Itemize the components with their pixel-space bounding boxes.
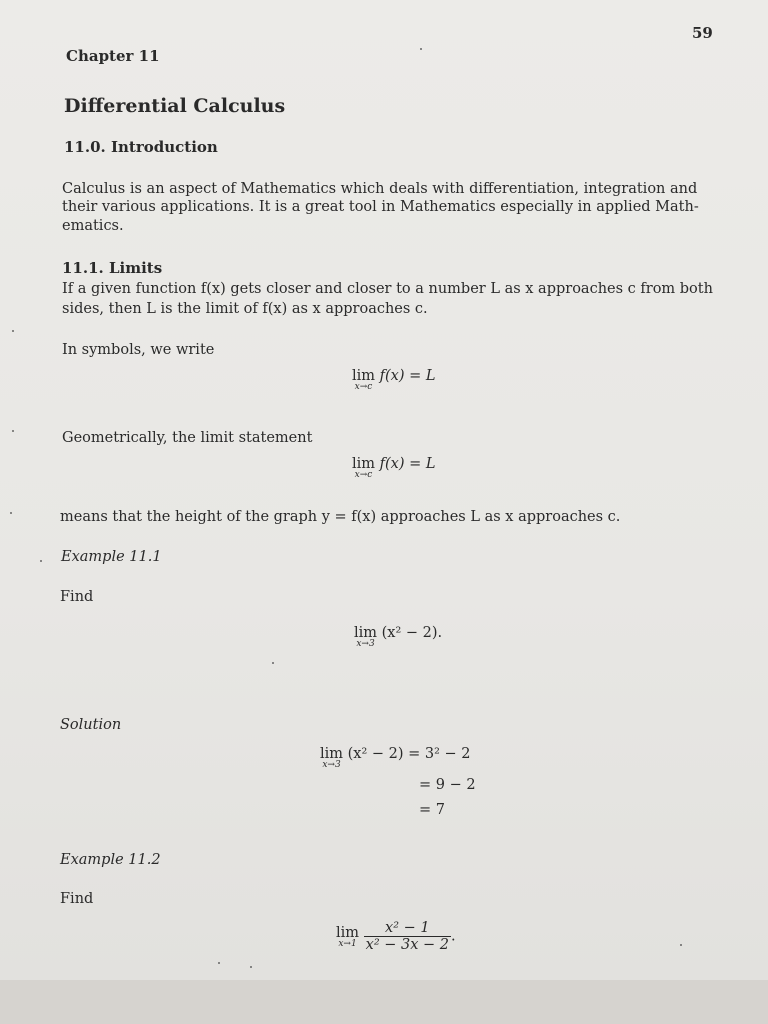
- limit-formula-1: [352, 368, 436, 392]
- means-text: means that the height of the graph y = f(x) approaches L as x approaches c.: [60, 509, 621, 525]
- solution-line-1: [320, 746, 471, 770]
- scan-speck: [272, 662, 274, 664]
- intro-line-2: their various applications. It is a great tool in Mathematics especially in applied Math-: [62, 199, 699, 215]
- example-2-label: Example 11.2: [60, 852, 161, 868]
- formula-body: f(x) = L: [379, 456, 436, 472]
- example-2-find: Find: [60, 891, 94, 907]
- lim-subscript: x→3: [356, 639, 375, 649]
- example-1-formula: [354, 625, 442, 649]
- example-1-find: Find: [60, 589, 94, 605]
- page-number: 59: [692, 24, 713, 42]
- scan-speck: [218, 962, 220, 964]
- formula-body: (x² − 2).: [381, 625, 443, 641]
- page-title: Differential Calculus: [64, 95, 286, 117]
- scan-speck: [12, 330, 14, 332]
- lim-subscript: x→c: [354, 382, 373, 392]
- lim-word: lim: [336, 924, 360, 941]
- chapter-label: Chapter 11: [66, 47, 160, 65]
- formula-period: .: [451, 928, 456, 945]
- lim-subscript: x→c: [354, 470, 373, 480]
- example-1-label: Example 11.1: [61, 549, 162, 565]
- lim-subscript: x→3: [322, 760, 341, 770]
- formula-body: f(x) = L: [379, 368, 436, 384]
- scan-speck: [10, 512, 12, 514]
- fraction-numerator: x² − 1: [364, 920, 451, 937]
- limit-formula-2: [352, 456, 436, 480]
- geometric-text: Geometrically, the limit statement: [62, 430, 313, 446]
- scan-speck: [420, 48, 422, 50]
- lim-subscript: x→1: [338, 938, 357, 949]
- fraction-denominator: x² − 3x − 2: [365, 937, 449, 953]
- lim-word: lim: [352, 456, 376, 472]
- intro-line-1: Calculus is an aspect of Mathematics which deals with differentiation, integration and: [62, 181, 698, 197]
- scan-speck: [250, 966, 252, 968]
- limits-heading: 11.1. Limits: [62, 259, 163, 277]
- solution-line-2: = 9 − 2: [419, 777, 476, 793]
- solution-expression: (x² − 2) = 3² − 2: [347, 746, 471, 762]
- lim-word: lim: [352, 368, 376, 384]
- limits-line-2: sides, then L is the limit of f(x) as x approaches c.: [62, 301, 428, 317]
- example-2-formula: [336, 920, 456, 953]
- solution-label: Solution: [60, 717, 122, 733]
- intro-heading: 11.0. Introduction: [64, 138, 218, 156]
- fraction: [364, 920, 451, 953]
- limits-line-1: If a given function f(x) gets closer and closer to a number L as x approaches c from both: [62, 281, 713, 297]
- solution-line-3: = 7: [419, 802, 445, 818]
- lim-word: lim: [320, 746, 344, 762]
- scan-speck: [680, 944, 682, 946]
- lim-word: lim: [354, 625, 378, 641]
- scan-speck: [12, 430, 14, 432]
- symbols-text: In symbols, we write: [62, 342, 215, 358]
- intro-line-3: ematics.: [62, 218, 124, 234]
- scan-speck: [40, 560, 42, 562]
